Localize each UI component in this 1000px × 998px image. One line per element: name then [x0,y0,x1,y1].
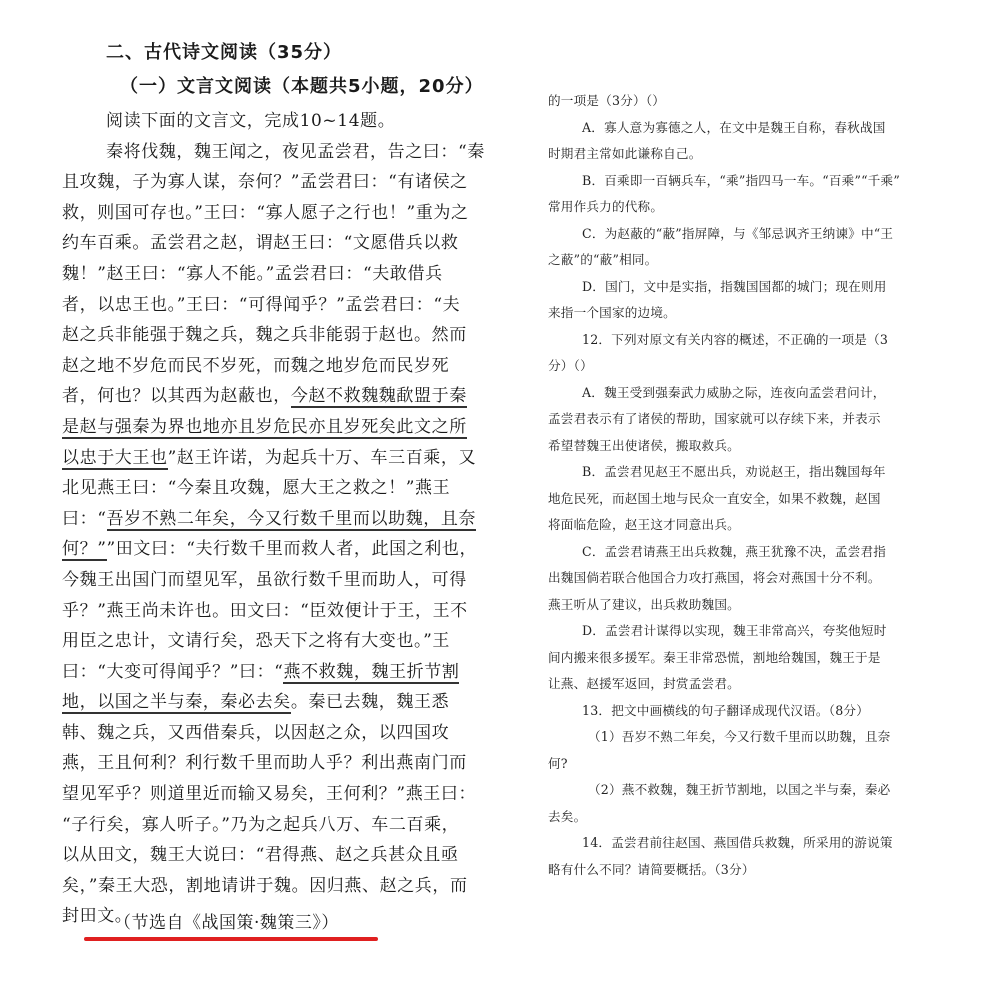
underlined-sentence: 地，以国之半与秦，秦必去矣 [62,692,291,713]
option-line: 常用作兵力的代称。 [548,199,664,214]
passage-line: 约车百乘。孟尝君之赵，谓赵王曰：“文愿借兵以救 [62,233,459,254]
instruction: 阅读下面的文言文，完成10~14题。 [106,111,396,131]
passage-text: ”赵王许诺，为起兵十万、车三百乘，又 [167,447,477,468]
passage-line: 者，以忠王也。”王曰：“可得闻乎？”孟尝君曰：“夫 [62,294,461,315]
passage-line: 且攻魏，子为寡人谋，奈何？”孟尝君曰：“有诸侯之 [62,172,468,193]
questions-column [548,88,948,883]
passage-line: 赵之兵非能强于魏之兵，魏之兵非能弱于赵也。然而 [62,325,467,346]
passage-line: 今魏王出国门而望见军，虽欲行数千里而助人，可得 [62,569,467,590]
question-line: 12．下列对原文有关内容的概述，不正确的一项是（3 [582,331,889,347]
underlined-sentence: 吾岁不熟二年矣，今又行数千里而以助魏，且奈 [106,508,477,529]
passage-line [62,687,532,718]
section-title: 二、古代诗文阅读（35分） [106,42,343,63]
passage-line: 封田文。 [62,906,133,927]
question-line: 分）（） [548,358,593,373]
option-line: A．魏王受到强秦武力威胁之际，连夜向孟尝君问计， [582,384,886,400]
passage-line [62,412,532,443]
passage-line: 救，则国可存也。”王曰：“寡人愿子之行也！”重为之 [62,202,469,223]
passage-line [62,657,532,688]
question-line: （1）吾岁不熟二年矣，今又行数千里而以助魏，且奈 [588,729,891,744]
option-line: C．孟尝君请燕王出兵救魏，燕王犹豫不决，孟尝君指 [582,543,887,559]
passage-line: “子行矣，寡人听子。”乃为之起兵八万、车二百乘， [62,814,460,835]
passage-line: 燕，王且何利？利行数千里而助人乎？利出燕南门而 [62,753,467,774]
question-line: 的一项是（3分）（） [548,93,666,108]
passage-line: 以从田文，魏王大说曰：“君得燕、赵之兵甚众且亟 [62,845,459,866]
question-line: 14．孟尝君前往赵国、燕国借兵救魏，所采用的游说策 [582,835,893,850]
option-line: A．寡人意为寡德之人，在文中是魏王自称，春秋战国 [582,119,886,135]
option-line: B．百乘即一百辆兵车，“乘”指四马一车。“百乘”“千乘” [582,172,900,188]
passage-text: 者，何也？以其西为赵蔽也， [62,386,291,407]
question-line: 去矣。 [548,808,587,824]
passage-line: 韩、魏之兵，又西借秦兵，以因赵之众，以四国攻 [62,722,450,743]
passage-line: 魏！”赵王曰：“寡人不能。”孟尝君曰：“夫敢借兵 [62,263,443,284]
passage-line: 乎？”燕王尚未许也。田文曰：“臣效便计于王，王不 [62,600,468,621]
passage-text: 曰：“大变可得闻乎？”曰：“ [62,661,284,682]
option-line: D．孟尝君计谋得以实现，魏王非常高兴，夸奖他短时 [582,623,887,638]
passage-line: 望见军乎？则道里近而输又易矣，王何利？”燕王曰： [62,784,477,805]
red-underline-mark [84,937,378,941]
option-line: 出魏国倘若联合他国合力攻打燕国，将会对燕国十分不利。 [548,570,881,585]
option-line: 之蔽”的“蔽”相同。 [548,252,658,267]
passage-line [62,504,532,535]
option-line: D．国门，文中是实指，指魏国国都的城门；现在则用 [582,278,887,294]
passage-line [62,443,532,474]
option-line: 来指一个国家的边境。 [548,305,676,320]
source-citation: （节选自《战国策·魏策三》） [114,913,339,933]
option-line: 燕王听从了建议，出兵救助魏国。 [548,596,740,612]
option-line: B．孟尝君见赵王不愿出兵，劝说赵王，指出魏国每年 [582,464,886,479]
passage-text: ”田文曰：“夫行数千里而救人者，此国之利也， [106,539,478,560]
underlined-sentence: 今赵不救魏魏歃盟于秦 [290,386,467,407]
option-line: 希望替魏王出使诸侯，搬取救兵。 [548,437,740,453]
passage-body [62,106,532,932]
option-line: 时期君主常如此谦称自己。 [548,146,702,161]
underlined-sentence: 燕不救魏，魏王折节割 [283,661,460,682]
passage-line: 秦将伐魏，魏王闻之，夜见孟尝君，告之曰：“秦 [106,141,485,162]
underlined-sentence: 是赵与强秦为界也地亦且岁危民亦且岁死矣此文之所 [62,416,467,437]
passage-line [62,381,532,412]
underlined-sentence: 以忠于大王也 [62,447,168,468]
question-line: 何? [548,755,568,771]
underlined-sentence: 何？” [62,539,107,560]
option-line: 孟尝君表示有了诸侯的帮助，国家就可以存续下来，并表示 [548,411,881,426]
passage-line: 矣，”秦王大恐，割地请讲于魏。因归燕、赵之兵，而 [62,875,468,896]
option-line: 地危民死，而赵国土地与民众一直安全，如果不救魏，赵国 [548,490,881,506]
passage-line: 赵之地不岁危而民不岁死，而魏之地岁危而民岁死 [62,355,450,376]
sub-title: （一）文言文阅读（本题共5小题，20分） [120,76,484,97]
option-line: C．为赵蔽的“蔽”指屏障，与《邹忌讽齐王纳谏》中“王 [582,225,894,241]
option-line: 将面临危险，赵王这才同意出兵。 [548,517,740,532]
option-line: 间内搬来很多援军。秦王非常恐慌，割地给魏国，魏王于是 [548,649,881,665]
question-line: （2）燕不救魏，魏王折节割地，以国之半与秦，秦必 [588,782,891,797]
passage-line: 北见燕王曰：“今秦且攻魏，愿大王之救之！”燕王 [62,478,451,499]
question-line: 13．把文中画横线的句子翻译成现代汉语。（8分） [582,702,870,718]
option-line: 让燕、赵援军返回，封赏孟尝君。 [548,676,740,691]
passage-line: 用臣之忠计，文请行矣，恐天下之将有大变也。”王 [62,631,450,652]
passage-text: 曰：“ [62,508,107,529]
passage-text: 。秦已去魏，魏王悉 [290,692,450,713]
question-line: 略有什么不同？请简要概括。（3分） [548,861,755,877]
passage-line [62,534,532,565]
